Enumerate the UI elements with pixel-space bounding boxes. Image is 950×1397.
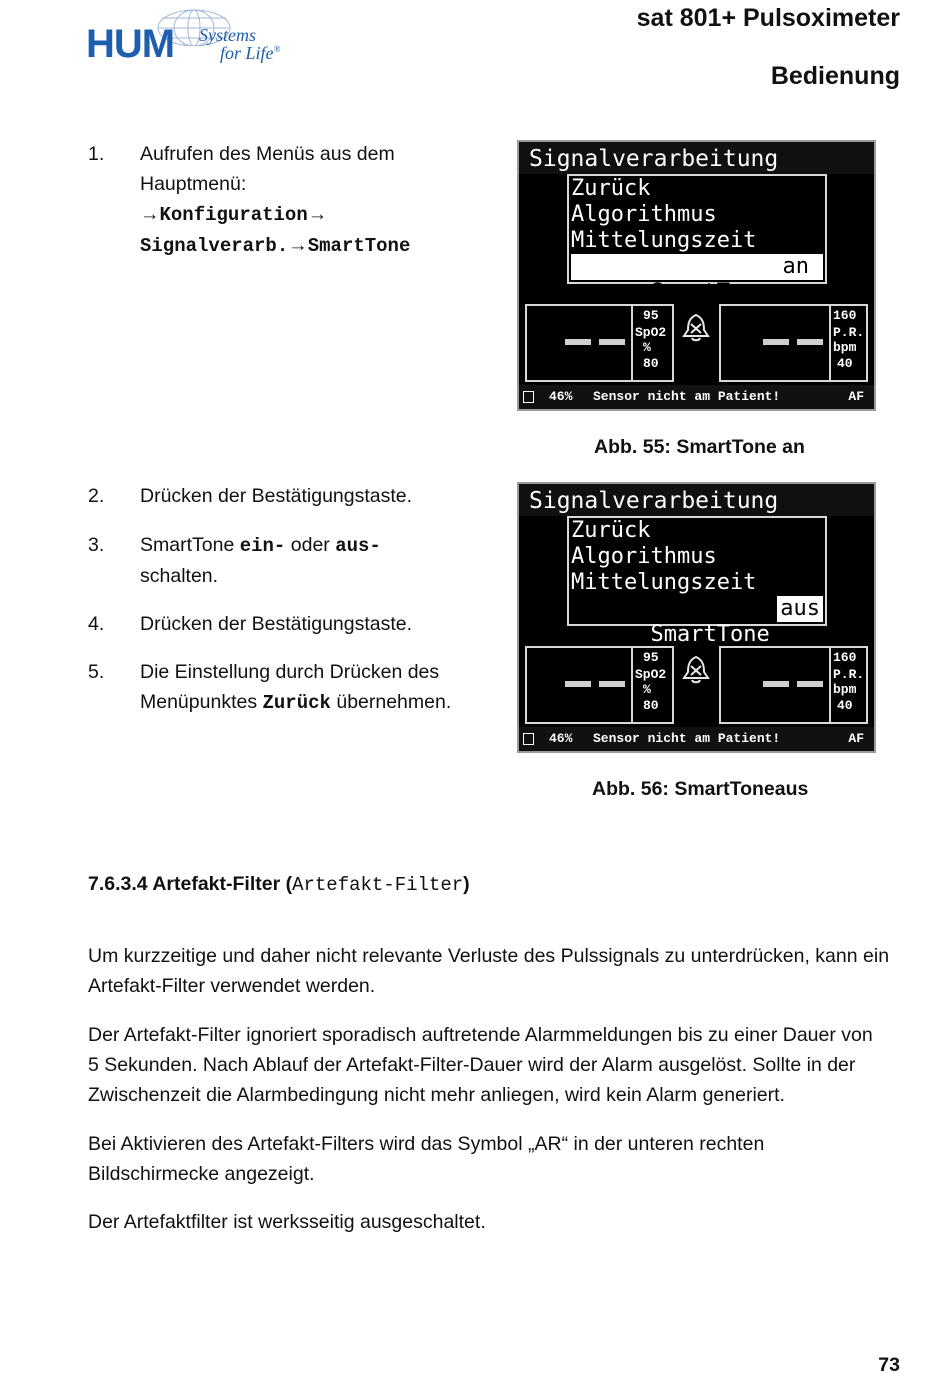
pr-low: 40 (837, 356, 853, 371)
alarm-bell-off-icon (680, 312, 712, 344)
mode-indicator: AF (848, 731, 864, 746)
battery-level: 46% (549, 389, 573, 404)
spo2-high: 95 (643, 650, 659, 665)
logo-brand: HUM (86, 22, 175, 66)
menu-list (567, 516, 827, 647)
step-5-number: 5. (88, 661, 105, 683)
step-3-number: 3. (88, 534, 105, 556)
pr-high: 160 (833, 650, 857, 665)
figure-caption-56: Abb. 56: SmartToneaus (592, 778, 809, 800)
section-heading: 7.6.3.4 Artefakt-Filter (Artefakt-Filter) (88, 873, 470, 896)
status-bar (519, 727, 874, 751)
menu-item-zurueck[interactable]: Zurück (571, 518, 651, 543)
paragraph-2: Der Artefakt-Filter ignoriert sporadisch auftretende Alarmmeldungen bis zu einer Dauer von 5 Sekunden. Nach Ablauf der Artefakt-Filter-Dauer wird der Alarm ausgelöst. Sollte in der Zwischenzeit die Alarmbedingung nicht mehr anliegen, wird kein Alarm generiert. (88, 1024, 873, 1106)
spo2-panel (525, 646, 674, 724)
pulse-rate-panel (719, 646, 868, 724)
spo2-low: 80 (643, 698, 659, 713)
menu-item-smarttone[interactable]: SmartTone an (571, 254, 823, 280)
step-1-line-2: Hauptmenü: (140, 173, 247, 195)
spo2-label: SpO2 (635, 667, 667, 682)
screen-title: Signalverarbeitung (529, 488, 779, 514)
step-1-path-2: Signalverarb.→SmartTone (140, 234, 411, 257)
device-screen-smarttone-on (517, 140, 876, 411)
figure-caption-55: Abb. 55: SmartTone an (594, 436, 805, 458)
step-1-number: 1. (88, 143, 105, 165)
menu-item-algorithmus[interactable]: Algorithmus (571, 202, 717, 227)
step-1-line-1: Aufrufen des Menüs aus dem (140, 143, 395, 165)
pr-unit: bpm (833, 682, 857, 697)
paragraph-1: Um kurzzeitige und daher nicht relevante Verluste des Pulssignals zu unterdrücken, kann ein Artefakt-Filter verwendet werden. (88, 945, 890, 997)
pr-high: 160 (833, 308, 857, 323)
status-message: Sensor nicht am Patient! (593, 389, 781, 404)
status-message: Sensor nicht am Patient! (593, 731, 781, 746)
company-logo (86, 6, 306, 68)
smarttone-value: an (782, 254, 809, 279)
spo2-unit: % (643, 340, 651, 355)
battery-level: 46% (549, 731, 573, 746)
step-2-text: Drücken der Bestätigungstaste. (140, 485, 413, 507)
pr-label: P.R. (833, 667, 865, 682)
spo2-low: 80 (643, 356, 659, 371)
pr-unit: bpm (833, 340, 857, 355)
smarttone-value: aus (777, 596, 823, 622)
battery-icon (523, 391, 534, 403)
paragraph-3: Bei Aktivieren des Artefakt-Filters wird das Symbol „AR“ in der unteren rechten Bildschirmecke angezeigt. (88, 1133, 765, 1185)
page-number: 73 (878, 1354, 900, 1376)
step-2-number: 2. (88, 485, 105, 507)
menu-item-mittelungszeit[interactable]: Mittelungszeit (571, 570, 757, 595)
spo2-label: SpO2 (635, 325, 667, 340)
spo2-unit: % (643, 682, 651, 697)
menu-item-smarttone[interactable]: SmartTone aus (571, 596, 823, 622)
menu-item-mittelungszeit[interactable]: Mittelungszeit (571, 228, 757, 253)
pulse-rate-panel (719, 304, 868, 382)
spo2-high: 95 (643, 308, 659, 323)
pr-low: 40 (837, 698, 853, 713)
step-4-text: Drücken der Bestätigungstaste. (140, 613, 413, 635)
screen-title: Signalverarbeitung (529, 146, 779, 172)
step-5-text: Die Einstellung durch Drücken des Menüpunktes Zurück übernehmen. (140, 661, 452, 714)
mode-indicator: AF (848, 389, 864, 404)
device-screen-smarttone-off (517, 482, 876, 753)
document-title: sat 801+ Pulsoximeter (636, 4, 900, 32)
battery-icon (523, 733, 534, 745)
step-1-path-1: →Konfiguration→ (140, 203, 328, 226)
step-4-number: 4. (88, 613, 105, 635)
menu-item-algorithmus[interactable]: Algorithmus (571, 544, 717, 569)
menu-item-zurueck[interactable]: Zurück (571, 176, 651, 201)
paragraph-4: Der Artefaktfilter ist werksseitig ausgeschaltet. (88, 1211, 486, 1233)
logo-tagline-1: Systems (199, 25, 256, 45)
spo2-panel (525, 304, 674, 382)
pr-label: P.R. (833, 325, 865, 340)
alarm-bell-off-icon (680, 654, 712, 686)
menu-list (567, 174, 827, 305)
status-bar (519, 385, 874, 409)
step-3-text: SmartTone ein- oder aus- schalten. (140, 534, 381, 587)
step-1-text (140, 139, 500, 261)
logo-tagline-2: for Life® (220, 43, 281, 63)
document-section: Bedienung (770, 62, 900, 90)
